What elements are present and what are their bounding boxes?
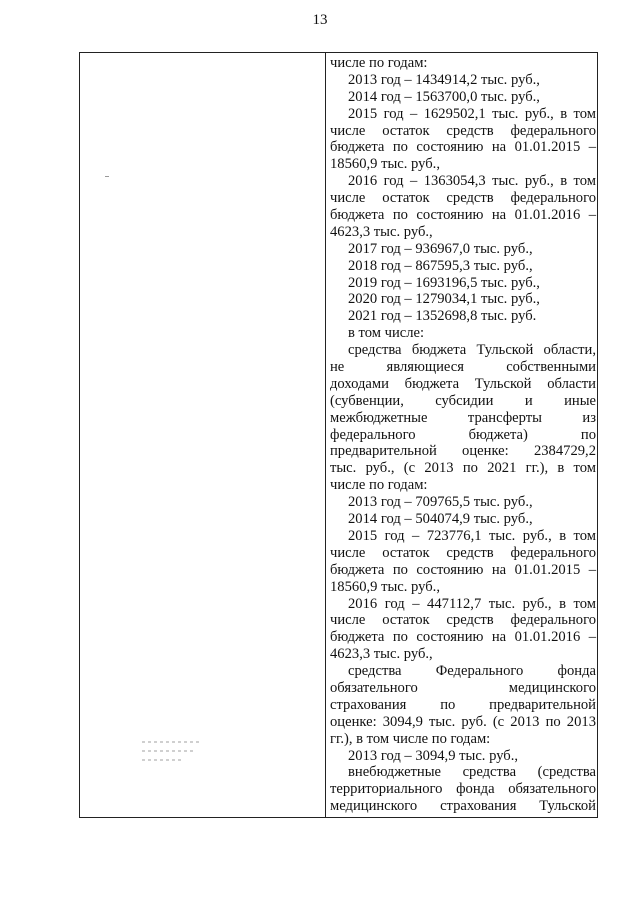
text-line: 4623,3 тыс. руб., (330, 223, 433, 240)
text-line: 2016 год – 1363054,3 тыс. руб., в том (348, 173, 596, 190)
text-line: 18560,9 тыс. руб., (330, 578, 440, 595)
text-line: бюджета по состоянию на 01.01.2015 – (330, 139, 596, 156)
text-line: 2020 год – 1279034,1 тыс. руб., (348, 291, 540, 308)
text-line: средства Федерального фонда (348, 663, 596, 680)
text-line: предварительной оценке: 2384729,2 (330, 443, 596, 460)
text-line: 2016 год – 447112,7 тыс. руб., в том (348, 595, 596, 612)
left-column-empty-cell (80, 53, 325, 817)
text-line: гг.), в том числе по годам: (330, 730, 491, 747)
text-line: числе остаток средств федерального (330, 544, 596, 561)
text-line: числе остаток средств федерального (330, 190, 596, 207)
text-line: 2021 год – 1352698,8 тыс. руб. (348, 308, 537, 325)
text-line: (субвенции, субсидии и иные (330, 392, 596, 409)
text-line: 4623,3 тыс. руб., (330, 646, 433, 663)
text-line: 2019 год – 1693196,5 тыс. руб., (348, 274, 540, 291)
text-line: обязательного медицинского (330, 679, 596, 696)
text-line: числе по годам: (330, 477, 428, 494)
text-line: бюджета по состоянию на 01.01.2016 – (330, 207, 596, 224)
funding-text-cell (330, 55, 596, 815)
text-line: федерального бюджета) по (330, 426, 596, 443)
scan-speck (105, 176, 109, 177)
text-line: 2014 год – 504074,9 тыс. руб., (348, 511, 533, 528)
text-line: средства бюджета Тульской области, (348, 342, 596, 359)
text-line: территориального фонда обязательного (330, 781, 596, 798)
text-line: бюджета по состоянию на 01.01.2015 – (330, 561, 596, 578)
column-divider (325, 53, 326, 817)
text-line: 2013 год – 1434914,2 тыс. руб., (348, 71, 540, 88)
text-line: 2018 год – 867595,3 тыс. руб., (348, 257, 533, 274)
text-line: 2013 год – 3094,9 тыс. руб., (348, 747, 519, 764)
text-line: медицинского страхования Тульской (330, 798, 596, 815)
text-line: доходами бюджета Тульской области (330, 375, 596, 392)
text-line: в том числе: (348, 325, 425, 342)
text-line: оценке: 3094,9 тыс. руб. (с 2013 по 2013 (330, 713, 596, 730)
text-line: числе остаток средств федерального (330, 612, 596, 629)
text-line: страхования по предварительной (330, 696, 596, 713)
text-line: бюджета по состоянию на 01.01.2016 – (330, 629, 596, 646)
text-line: числе по годам: (330, 55, 428, 71)
text-line: 2015 год – 1629502,1 тыс. руб., в том (348, 105, 596, 122)
text-line: не являющиеся собственными (330, 359, 596, 376)
text-line: 2015 год – 723776,1 тыс. руб., в том (348, 527, 596, 544)
text-line: межбюджетные трансферты из (330, 409, 596, 426)
text-line: числе остаток средств федерального (330, 122, 596, 139)
text-line: 2013 год – 709765,5 тыс. руб., (348, 494, 533, 511)
page-number: 13 (312, 12, 328, 28)
faint-stamp-mark (142, 741, 202, 743)
text-line: тыс. руб., (с 2013 по 2021 гг.), в том (330, 460, 596, 477)
faint-stamp-mark (142, 750, 194, 752)
faint-stamp-mark (142, 759, 182, 761)
document-table (79, 52, 598, 818)
text-line: 18560,9 тыс. руб., (330, 156, 440, 173)
text-line: 2014 год – 1563700,0 тыс. руб., (348, 88, 540, 105)
text-line: 2017 год – 936967,0 тыс. руб., (348, 240, 533, 257)
text-line: внебюджетные средства (средства (348, 764, 596, 781)
